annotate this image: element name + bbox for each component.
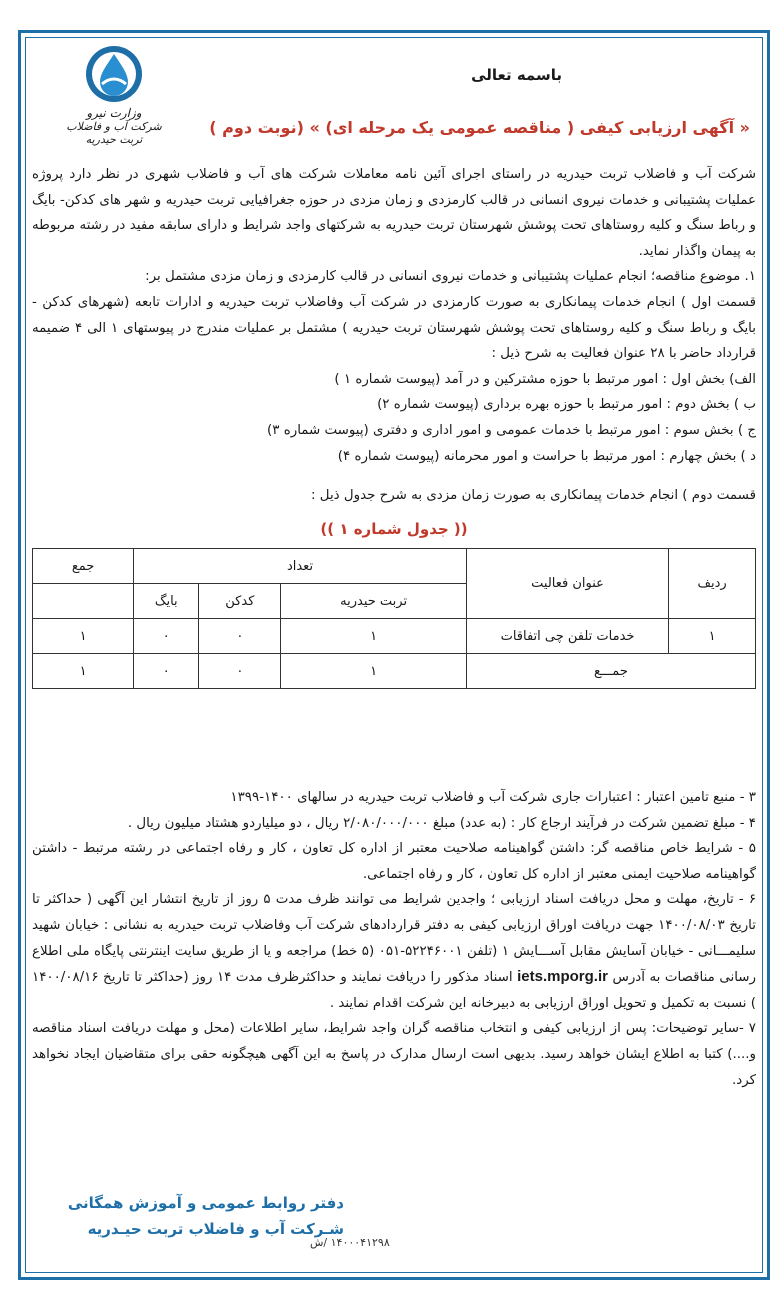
item-4: ۴ - مبلغ تضمین شرکت در فرآیند ارجاع کار : (به عدد) مبلغ ۲/۰۸۰/۰۰۰/۰۰۰ ریال ، دو میلیاردو هشتاد میلیون ریال . bbox=[127, 815, 756, 831]
item-6-part-a: ۶ - تاریخ، مهلت و محل دریافت اسناد ارزیابی ؛ واجدین شرایط می توانند ظرف مدت ۵ روز از تاریخ انتشار این آگهی ( حداکثر تا تاریخ ۱۴۰۰/۰۸/۰۳ جهت دریافت اوراق ارزیابی کیفی به دفتر قراردادهای شرکت آب وفاضلاب تربت حیدریه به نشانی : خیابان شهید سلیمـــانی - خیابان آسایش مقابل آســـایش ۱ (تلفن ۵۲۲۴۶۰۰۱-۰۵۱ (۵ خط) مراجعه و یا از طریق سایت اینترنتی پایگاه ملی اطلاع رسانی مناقصات به آدرس bbox=[32, 892, 757, 986]
cell-activity: خدمات تلفن چی اتفاقات bbox=[466, 619, 668, 654]
section-3: ج ) بخش سوم : امور مرتبط با خدمات عمومی و امور اداری و دفتری (پیوست شماره ۳) bbox=[267, 422, 756, 438]
tender-website-link[interactable]: iets.mporg.ir bbox=[517, 968, 608, 986]
cell-bayg: ۰ bbox=[134, 619, 199, 654]
col-bayg-header: بایگ bbox=[134, 584, 199, 619]
ad-lower-body bbox=[32, 785, 756, 1093]
col-kadkan-header: کدکن bbox=[199, 584, 281, 619]
basmala: باسمه تعالی bbox=[471, 66, 562, 84]
sum-total: ۱ bbox=[33, 654, 134, 689]
part-2: قسمت دوم ) انجام خدمات پیمانکاری به صورت زمان مزدی به شرح جدول ذیل : bbox=[311, 488, 756, 504]
section-1: الف) بخش اول : امور مرتبط با حوزه مشترکین و در آمد (پیوست شماره ۱ ) bbox=[334, 371, 756, 387]
sum-torbat: ۱ bbox=[281, 654, 466, 689]
item-5: ۵ - شرایط خاص مناقصه گر: داشتن گواهینامه صلاحیت معتبر از اداره کل تعاون ، کار و رفاه اجتماعی در رشته مرتبط - داشتن گواهینامه صلاحیت ایمنی معتبر از اداره کل تعاون ، کار و رفاه اجتماعی. bbox=[32, 841, 756, 882]
cell-kadkan: ۰ bbox=[199, 619, 281, 654]
ad-body bbox=[32, 162, 756, 689]
footer-office: دفتر روابط عمومی و آموزش همگانی bbox=[67, 1194, 344, 1212]
table-title: (( جدول شماره ۱ )) bbox=[320, 519, 468, 538]
cell-row: ۱ bbox=[669, 619, 756, 654]
intro-paragraph: شرکت آب و فاضلاب تربت حیدریه در راستای اجرای آئین نامه معاملات شرکت های آب و فاضلاب شهری در نظر دارد پروژه عملیات پشتیبانی و خدمات نیروی انسانی در قالب کارمزدی و زمان مزدی در حوزه جغرافیایی تربت حیدریه و شهر های کدکن- بایگ و رباط سنگ و کلیه روستاهای تحت پوشش شهرستان تربت حیدریه به شرکتهای واجد شرایط و دارای سابقه مفید در رشته مربوطه به پیمان واگذار نماید. bbox=[32, 167, 756, 259]
company-label: شرکت آب و فاضلاب تربت حیدریه bbox=[66, 120, 162, 146]
cell-torbat: ۱ bbox=[281, 619, 466, 654]
item-3: ۳ - منبع تامین اعتبار : اعتبارات جاری شرکت آب و فاضلاب تربت حیدریه در سالهای ۱۴۰۰-۱۳۹۹ bbox=[230, 790, 756, 805]
sum-bayg: ۰ bbox=[134, 654, 199, 689]
water-drop-logo-icon bbox=[84, 44, 144, 104]
sum-row bbox=[33, 654, 756, 689]
footer-signature bbox=[68, 1190, 344, 1242]
cell-total: ۱ bbox=[33, 619, 134, 654]
table-row bbox=[33, 619, 756, 654]
section-4: د ) بخش چهارم : امور مرتبط با حراست و امور محرمانه (پیوست شماره ۴) bbox=[337, 448, 756, 464]
item-6 bbox=[32, 887, 756, 1016]
ad-code: ۱۴۰۰۰۴۱۲۹۸ /ش bbox=[310, 1236, 390, 1249]
logo bbox=[66, 44, 162, 146]
ministry-label: وزارت نیرو bbox=[86, 106, 142, 120]
item-1: ۱. موضوع مناقصه؛ انجام عملیات پشتیبانی و خدمات نیروی انسانی در قالب کارمزدی و زمان مزدی مشتمل بر: bbox=[145, 269, 756, 285]
col-row-header: ردیف bbox=[669, 549, 756, 619]
sum-label: جمـــع bbox=[466, 654, 755, 689]
col-total-header: جمع bbox=[33, 549, 134, 584]
col-activity-header: عنوان فعالیت bbox=[466, 549, 668, 619]
ad-title: « آگهی ارزیابی کیفی ( مناقصه عمومی یک مرحله ای) » (نوبت دوم ) bbox=[209, 118, 750, 137]
footer-company: شـرکت آب و فاضلاب تربت حیـدریه bbox=[87, 1220, 344, 1238]
activity-table bbox=[32, 548, 756, 689]
sum-kadkan: ۰ bbox=[199, 654, 281, 689]
col-torbat-header: تربت حیدریه bbox=[281, 584, 466, 619]
part-1: قسمت اول ) انجام خدمات پیمانکاری به صورت کارمزدی در شرکت آب وفاضلاب تربت حیدریه و ادارات تابعه (شهرهای کدکن - بایگ و رباط سنگ و کلیه روستاهای تحت پوشش شهرستان تربت حیدریه ) مشتمل بر عملیات مندرج در پیوستهای ۱ الی ۴ ضمیمه قرارداد حاضر با ۲۸ عنوان فعالیت به شرح ذیل : bbox=[32, 294, 756, 362]
col-count-header: تعداد bbox=[134, 549, 467, 584]
section-2: ب ) بخش دوم : امور مرتبط با حوزه بهره برداری (پیوست شماره ۲) bbox=[377, 397, 756, 413]
item-6-part-b: اسناد مذکور را دریافت نمایند و حداکثرظرف مدت ۱۴ روز (حداکثر تا تاریخ ۱۴۰۰/۰۸/۱۶ ) نسبت به تکمیل و تحویل اوراق ارزیابی به دبیرخانه این شرکت اقدام نمایند . bbox=[32, 970, 756, 1011]
col-total-sub bbox=[33, 584, 134, 619]
item-7: ۷ -سایر توضیحات: پس از ارزیابی کیفی و انتخاب مناقصه گران واجد شرایط، سایر اطلاعات (محل و مهلت دریافت اسناد مناقصه و....) کتبا به اطلاع ایشان خواهد رسید. بدیهی است ارسال مدارک در پاسخ به این آگهی هیچگونه حقی برای متقاضیان ایجاد نخواهد کرد. bbox=[32, 1021, 756, 1088]
